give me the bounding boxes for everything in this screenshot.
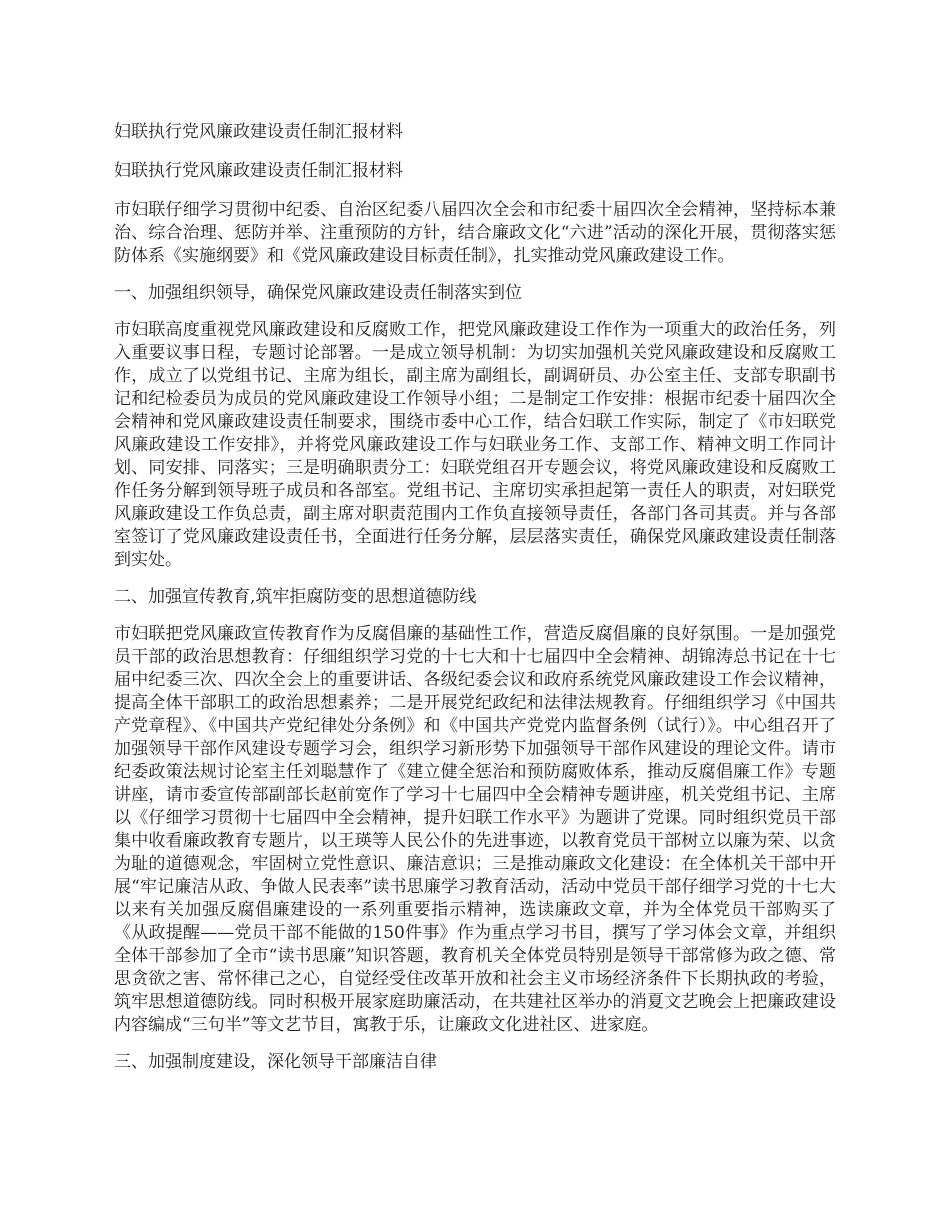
document-subtitle: 妇联执行党风廉政建设责任制汇报材料: [114, 161, 403, 181]
section-heading-2: 二、加强宣传教育,筑牢拒腐防变的思想道德防线: [114, 587, 477, 607]
section-paragraph-1: 市妇联高度重视党风廉政建设和反腐败工作，把党风廉政建设工作作为一项重大的政治任务，列入重要议事日程，专题讨论部署。一是成立领导机制：为切实加强机关党风廉政建设和反腐败工作，成立了以党组书记、主席为组长，副主席为副组长，副调研员、办公室主任、支部专职副书记和纪检委员为成员的党风廉政建设工作领导小组；二是制定工作安排：根据市纪委十届四次全会精神和党风廉政建设责任制要求，围绕市委中心工作，结合妇联工作实际，制定了《市妇联党风廉政建设工作安排》，并将党风廉政建设工作与妇联业务工作、支部工作、精神文明工作同计划、同安排、同落实；三是明确职责分工：妇联党组召开专题会议，将党风廉政建设和反腐败工作任务分解到领导班子成员和各部室。党组书记、主席切实承担起第一责任人的职责，对妇联党风廉政建设工作负总责，副主席对职责范围内工作负直接领导责任，各部门各司其责。并与各部室签订了党风廉政建设责任书，全面进行任务分解，层层落实责任，确保党风廉政建设责任制落到实处。: [114, 320, 836, 570]
intro-paragraph: 市妇联仔细学习贯彻中纪委、自治区纪委八届四次全会和市纪委十届四次全会精神，坚持标本兼治、综合治理、惩防并举、注重预防的方针，结合廉政文化“六进”活动的深化开展，贯彻落实惩防体系《实施纲要》和《党风廉政建设目标责任制》，扎实推动党风廉政建设工作。: [114, 200, 836, 266]
section-paragraph-2: 市妇联把党风廉政宣传教育作为反腐倡廉的基础性工作，营造反腐倡廉的良好氛围。一是加强党员干部的政治思想教育：仔细组织学习党的十七大和十七届四中全会精神、胡锦涛总书记在十七届中纪委三次、四次全会上的重要讲话、各级纪委会议和政府系统党风廉政建设工作会议精神，提高全体干部职工的政治思想素养；二是开展党纪政纪和法律法规教育。仔细组织学习《中国共产党章程》、《中国共产党纪律处分条例》和《中国共产党党内监督条例（试行）》。中心组召开了加强领导干部作风建设专题学习会，组织学习新形势下加强领导干部作风建设的理论文件。请市纪委政策法规讨论室主任刘聪慧作了《建立健全惩治和预防腐败体系，推动反腐倡廉工作》专题讲座，请市委宣传部副部长赵前宽作了学习十七届四中全会精神专题讲座，机关党组书记、主席以《仔细学习贯彻十七届四中全会精神，提升妇联工作水平》为题讲了党课。同时组织党员干部集中收看廉政教育专题片，以王瑛等人民公仆的先进事迹，以教育党员干部树立以廉为荣、以贪为耻的道德观念，牢固树立党性意识、廉洁意识；三是推动廉政文化建设：在全体机关干部中开展“牢记廉洁从政、争做人民表率”读书思廉学习教育活动，活动中党员干部仔细学习党的十七大以来有关加强反腐倡廉建设的一系列重要指示精神，选读廉政文章，并为全体党员干部购买了《从政提醒——党员干部不能做的150件事》作为重点学习书目，撰写了学习体会文章，并组织全体干部参加了全市“读书思廉”知识答题，教育机关全体党员特别是领导干部常修为政之德、常思贪欲之害、常怀律己之心，自觉经受住改革开放和社会主义市场经济条件下长期执政的考验，筑牢思想道德防线。同时积极开展家庭助廉活动，在共建社区举办的消夏文艺晚会上把廉政建设内容编成“三句半”等文艺节目，寓教于乐，让廉政文化进社区、进家庭。: [114, 624, 836, 1035]
section-heading-3: 三、加强制度建设，深化领导干部廉洁自律: [114, 1052, 437, 1072]
document-title: 妇联执行党风廉政建设责任制汇报材料: [114, 122, 403, 142]
section-heading-1: 一、加强组织领导，确保党风廉政建设责任制落实到位: [114, 283, 522, 303]
